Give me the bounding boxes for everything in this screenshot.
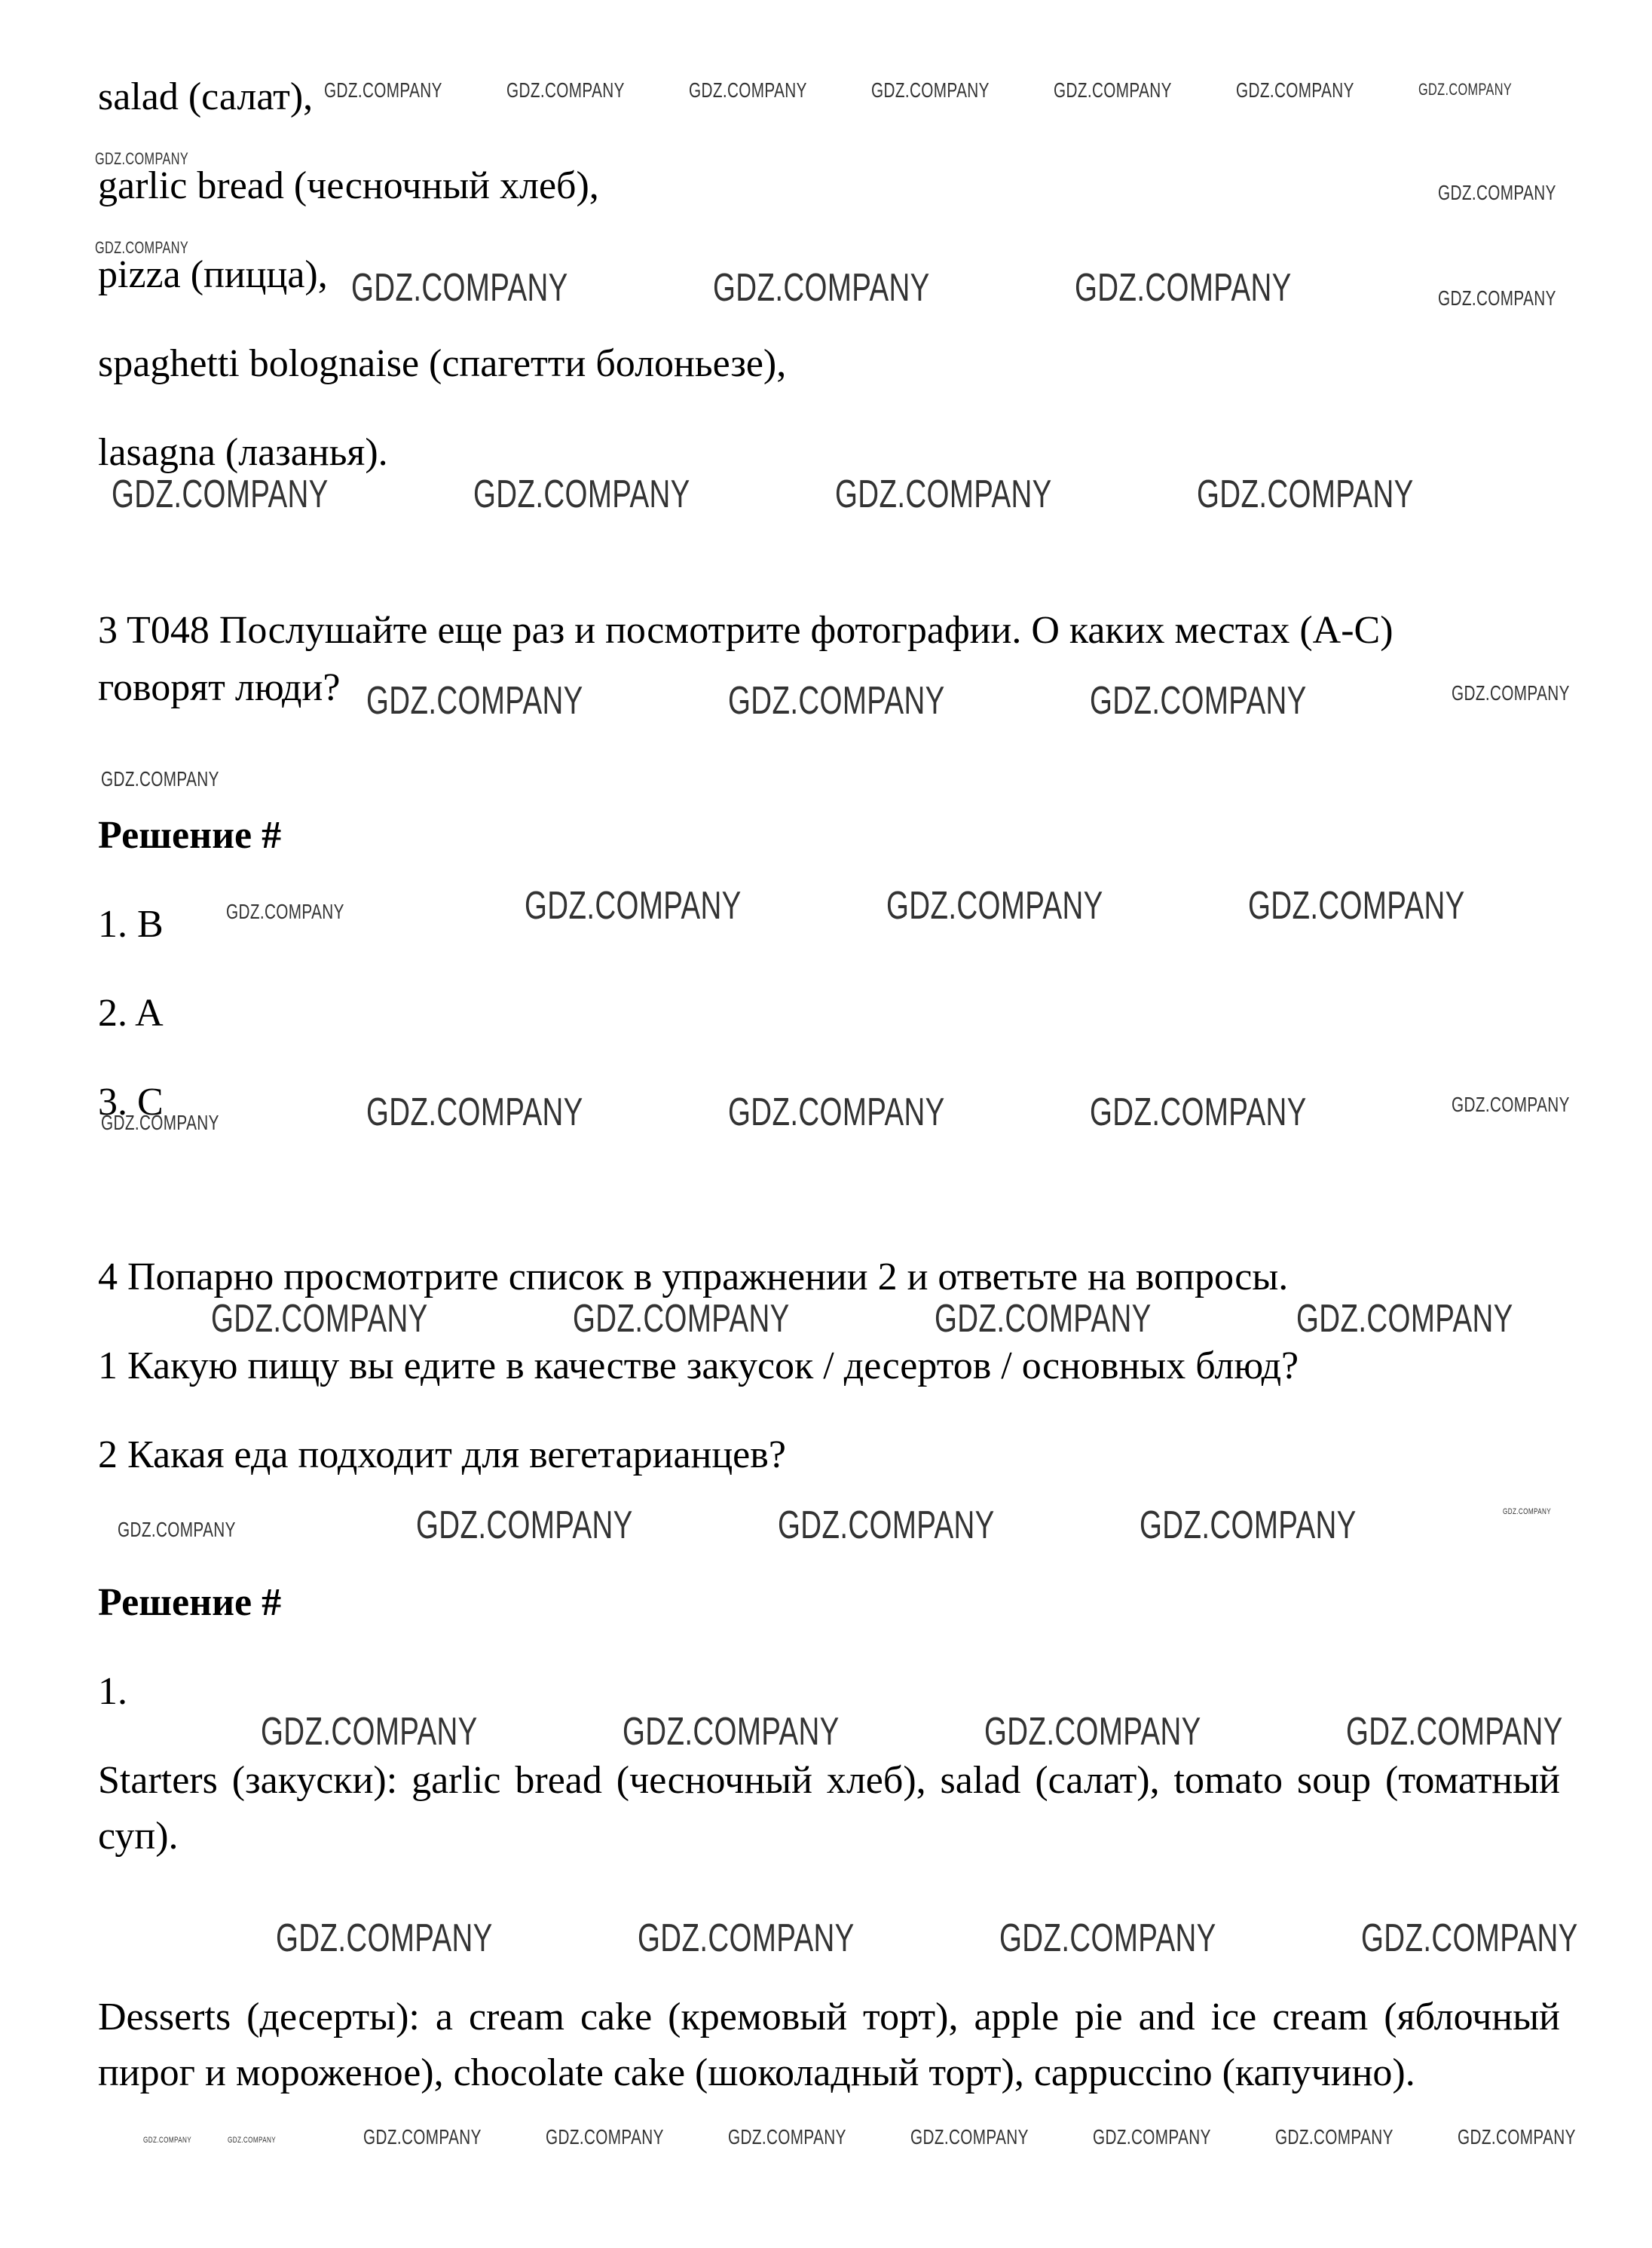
task4-answer-number: 1. [98, 1670, 127, 1713]
watermark: GDZ.COMPANY [835, 473, 1052, 516]
task4-question-2: 2 Какая еда подходит для вегетарианцев? [98, 1433, 786, 1476]
task4-solution-heading: Решение # [98, 1581, 282, 1624]
watermark: GDZ.COMPANY [623, 1710, 840, 1754]
item-spaghetti: spaghetti bolognaise (спагетти болоньезе), [98, 342, 787, 385]
watermark: GDZ.COMPANY [728, 679, 945, 723]
watermark: GDZ.COMPANY [226, 900, 344, 923]
watermark: GDZ.COMPANY [366, 1090, 583, 1134]
watermark: GDZ.COMPANY [211, 1297, 428, 1341]
watermark: GDZ.COMPANY [363, 2125, 482, 2149]
task3-instruction-line1: 3 T048 Послушайте еще раз и посмотрите фотографии. О каких местах (A-C) [98, 609, 1393, 652]
watermark: GDZ.COMPANY [728, 1090, 945, 1134]
watermark: GDZ.COMPANY [573, 1297, 790, 1341]
watermark: GDZ.COMPANY [1361, 1916, 1578, 1960]
watermark: GDZ.COMPANY [935, 1297, 1152, 1341]
watermark: GDZ.COMPANY [984, 1710, 1201, 1754]
watermark: GDZ.COMPANY [473, 473, 690, 516]
task3-solution-heading: Решение # [98, 814, 282, 857]
task3-answer-1: 1. B [98, 903, 164, 946]
watermark: GDZ.COMPANY [1248, 884, 1465, 928]
item-lasagna: lasagna (лазанья). [98, 431, 388, 474]
watermark: GDZ.COMPANY [1452, 1093, 1570, 1116]
task3-answer-3: 3. C [98, 1081, 164, 1124]
watermark: GDZ.COMPANY [999, 1916, 1216, 1960]
task3-answer-2: 2. A [98, 992, 164, 1035]
watermark: GDZ.COMPANY [713, 266, 930, 310]
watermark: GDZ.COMPANY [1090, 679, 1307, 723]
watermark: GDZ.COMPANY [778, 1503, 995, 1547]
watermark: GDZ.COMPANY [689, 78, 807, 102]
watermark: GDZ.COMPANY [228, 2136, 277, 2145]
watermark: GDZ.COMPANY [638, 1916, 855, 1960]
watermark: GDZ.COMPANY [1503, 1507, 1552, 1516]
watermark: GDZ.COMPANY [506, 78, 625, 102]
watermark: GDZ.COMPANY [112, 473, 329, 516]
task3-instruction-line2: говорят люди? [98, 666, 341, 709]
watermark: GDZ.COMPANY [324, 78, 442, 102]
watermark: GDZ.COMPANY [1346, 1710, 1563, 1754]
watermark: GDZ.COMPANY [143, 2136, 192, 2145]
task4-question-1: 1 Какую пищу вы едите в качестве закусок / десертов / основных блюд? [98, 1344, 1299, 1387]
watermark: GDZ.COMPANY [525, 884, 742, 928]
watermark: GDZ.COMPANY [366, 679, 583, 723]
watermark: GDZ.COMPANY [95, 149, 189, 168]
watermark: GDZ.COMPANY [886, 884, 1103, 928]
watermark: GDZ.COMPANY [1090, 1090, 1307, 1134]
watermark: GDZ.COMPANY [351, 266, 568, 310]
task4-instruction: 4 Попарно просмотрите список в упражнении 2 и ответьте на вопросы. [98, 1256, 1289, 1298]
watermark: GDZ.COMPANY [910, 2125, 1029, 2149]
watermark: GDZ.COMPANY [728, 2125, 846, 2149]
watermark: GDZ.COMPANY [118, 1518, 236, 1541]
watermark: GDZ.COMPANY [1140, 1503, 1357, 1547]
watermark: GDZ.COMPANY [1275, 2125, 1393, 2149]
watermark: GDZ.COMPANY [1418, 80, 1513, 99]
watermark: GDZ.COMPANY [1438, 286, 1556, 310]
watermark: GDZ.COMPANY [101, 767, 219, 791]
watermark: GDZ.COMPANY [261, 1710, 478, 1754]
watermark: GDZ.COMPANY [1236, 78, 1354, 102]
watermark: GDZ.COMPANY [1197, 473, 1414, 516]
watermark: GDZ.COMPANY [1054, 78, 1172, 102]
item-pizza: pizza (пицца), [98, 253, 328, 296]
watermark: GDZ.COMPANY [1452, 681, 1570, 705]
watermark: GDZ.COMPANY [416, 1503, 633, 1547]
watermark: GDZ.COMPANY [276, 1916, 493, 1960]
watermark: GDZ.COMPANY [1296, 1297, 1513, 1341]
watermark: GDZ.COMPANY [1438, 181, 1556, 204]
watermark: GDZ.COMPANY [95, 238, 189, 257]
desserts-paragraph: Desserts (десерты): a cream cake (кремовый торт), apple pie and ice cream (яблочный пирог и мороженое), chocolate cake (шоколадный торт), cappuccino (капучино). [98, 1996, 1560, 2094]
watermark: GDZ.COMPANY [546, 2125, 664, 2149]
watermark: GDZ.COMPANY [871, 78, 990, 102]
watermark: GDZ.COMPANY [1093, 2125, 1211, 2149]
starters-paragraph: Starters (закуски): garlic bread (чесночный хлеб), salad (салат), tomato soup (томатный суп). [98, 1759, 1560, 1858]
item-garlic-bread: garlic bread (чесночный хлеб), [98, 164, 599, 207]
item-salad: salad (салат), [98, 75, 314, 118]
watermark: GDZ.COMPANY [101, 1111, 219, 1134]
watermark: GDZ.COMPANY [1458, 2125, 1576, 2149]
watermark: GDZ.COMPANY [1075, 266, 1292, 310]
